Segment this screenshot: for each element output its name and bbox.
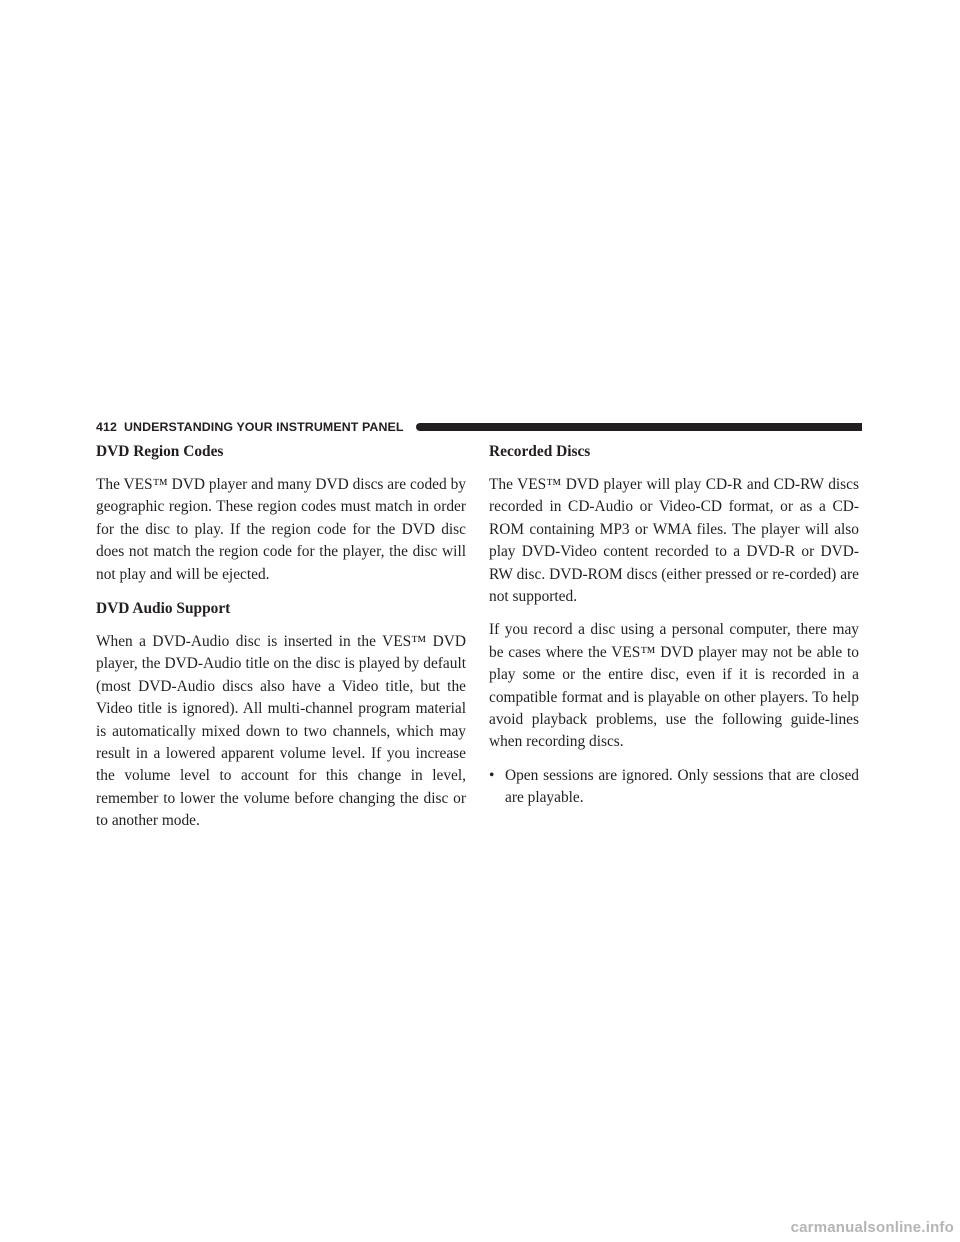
- list-item-text: Open sessions are ignored. Only sessions that are closed are playable.: [505, 766, 859, 807]
- paragraph-dvd-audio-support: When a DVD-Audio disc is inserted in the VES™ DVD player, the DVD-Audio title on the disc is played by default (most DVD-Audio discs also have a Video title, but the Video title is ignored). All multi-channel program material is automatically mixed down to two channels, which may result in a lowered apparent volume level. If you increase the volume level to account for this change in level, remember to lower the volume before changing the disc or to another mode.: [96, 633, 466, 830]
- heading-dvd-region-codes: DVD Region Codes: [96, 443, 224, 460]
- paragraph-recorded-discs-1: The VES™ DVD player will play CD-R and CD-RW discs recorded in CD-Audio or Video-CD format, or as a CD-ROM containing MP3 or WMA files. The player will also play DVD-Video content recorded to a DVD-R or DVD-RW disc. DVD-ROM discs (either pressed or re-corded) are not supported.: [489, 476, 859, 606]
- section-title: UNDERSTANDING YOUR INSTRUMENT PANEL: [123, 420, 404, 434]
- page-number: 412: [96, 420, 117, 434]
- running-header: [96, 419, 862, 435]
- heading-dvd-audio-support: DVD Audio Support: [96, 600, 231, 618]
- paragraph-recorded-discs-2: If you record a disc using a personal computer, there may be cases where the VES™ DVD player may not be able to play some or the entire disc, even if it is recorded in a compatible format and is playable on other players. To help avoid playback problems, use the following guide-lines when recording discs.: [489, 621, 859, 751]
- paragraph-dvd-region-codes: The VES™ DVD player and many DVD discs are coded by geographic region. These region codes must match in order for the disc to play. If the region code for the DVD disc does not match the region code for the player, the disc will not play and will be ejected.: [96, 476, 466, 583]
- bullet-icon: •: [489, 766, 495, 784]
- header-text: [96, 419, 404, 435]
- heading-recorded-discs: Recorded Discs: [489, 443, 591, 460]
- list-item: [489, 765, 859, 810]
- left-column: [96, 440, 466, 844]
- watermark: carmanualsonline.info: [790, 1219, 954, 1236]
- right-column: [489, 440, 859, 810]
- header-rule: [416, 423, 862, 431]
